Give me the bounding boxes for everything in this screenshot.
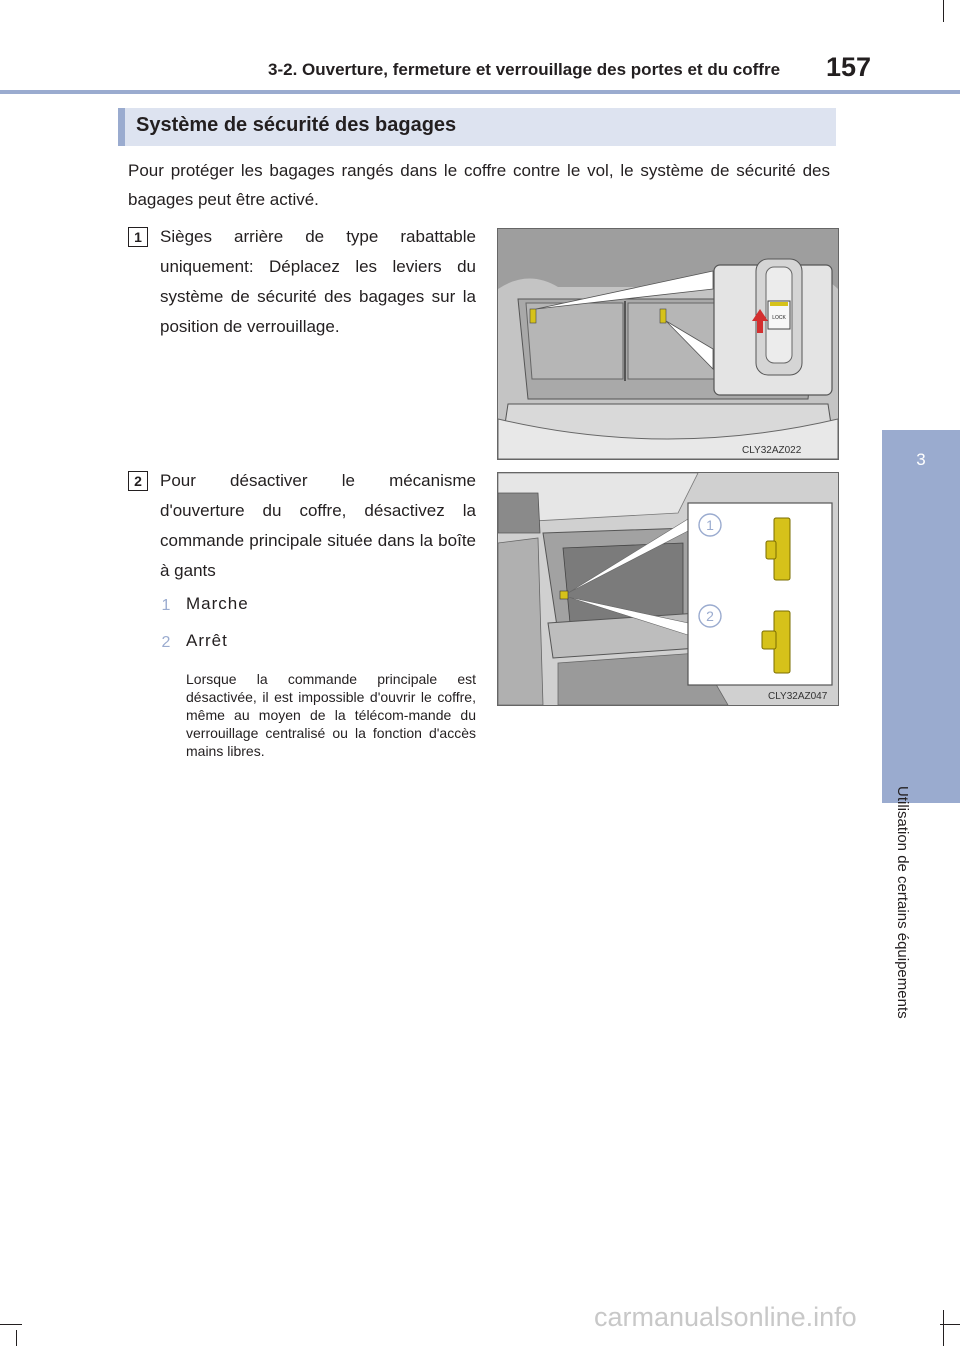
footer-watermark: carmanualsonline.info (594, 1302, 857, 1332)
intro-paragraph: Pour protéger les bagages rangés dans le coffre contre le vol, le système de sécurité des bagages peut être activé. (128, 161, 830, 209)
section-title: Système de sécurité des bagages (136, 114, 457, 136)
step-number-2: 2 (128, 471, 148, 491)
crop-mark (0, 1324, 22, 1325)
note-text: Lorsque la commande principale est désactivée, il est impossible d'ouvrir le coffre, même au moyen de la télécom-mande du verrouillage centralisé ou la fonction d'accès mains libres. (186, 671, 476, 759)
sub-item-number-2: 2 (161, 634, 171, 651)
step-2-text: Pour désactiver le mécanisme d'ouverture du coffre, désactivez la commande principale située dans la boîte à gants (160, 471, 476, 580)
crop-mark (16, 1330, 17, 1346)
page-number: 157 (826, 52, 872, 82)
figure-marker-2: 2 (706, 608, 714, 624)
sub-item-number-1: 1 (161, 597, 171, 614)
glovebox-illustration (498, 473, 838, 705)
step-number-1: 1 (128, 227, 148, 247)
chapter-number: 3 (916, 450, 926, 469)
trunk-illustration (498, 229, 838, 459)
header-rule (0, 90, 960, 94)
figure-code-2: CLY32AZ047 (768, 691, 828, 702)
figure-marker-1: 1 (706, 517, 714, 533)
crop-mark (943, 1310, 944, 1346)
sub-item-label-on: Marche (186, 594, 249, 613)
section-heading (118, 108, 836, 146)
figure-code-1: CLY32AZ022 (742, 445, 802, 456)
trunk-figure (497, 228, 839, 460)
chapter-label: Utilisation de certains équipements (894, 786, 911, 1019)
sub-item-label-off: Arrêt (186, 631, 228, 650)
crop-mark (943, 0, 944, 22)
chapter-title: 3-2. Ouverture, fermeture et verrouillage des portes et du coffre (268, 60, 781, 79)
chapter-tab (882, 430, 960, 803)
section-accent (118, 108, 125, 146)
figure-lock-label: LOCK (772, 315, 786, 321)
step-1-text: Sièges arrière de type rabattable uniquement: Déplacez les leviers du système de sécurité des bagages sur la position de verrouillage. (160, 227, 476, 336)
glovebox-figure (497, 472, 839, 706)
